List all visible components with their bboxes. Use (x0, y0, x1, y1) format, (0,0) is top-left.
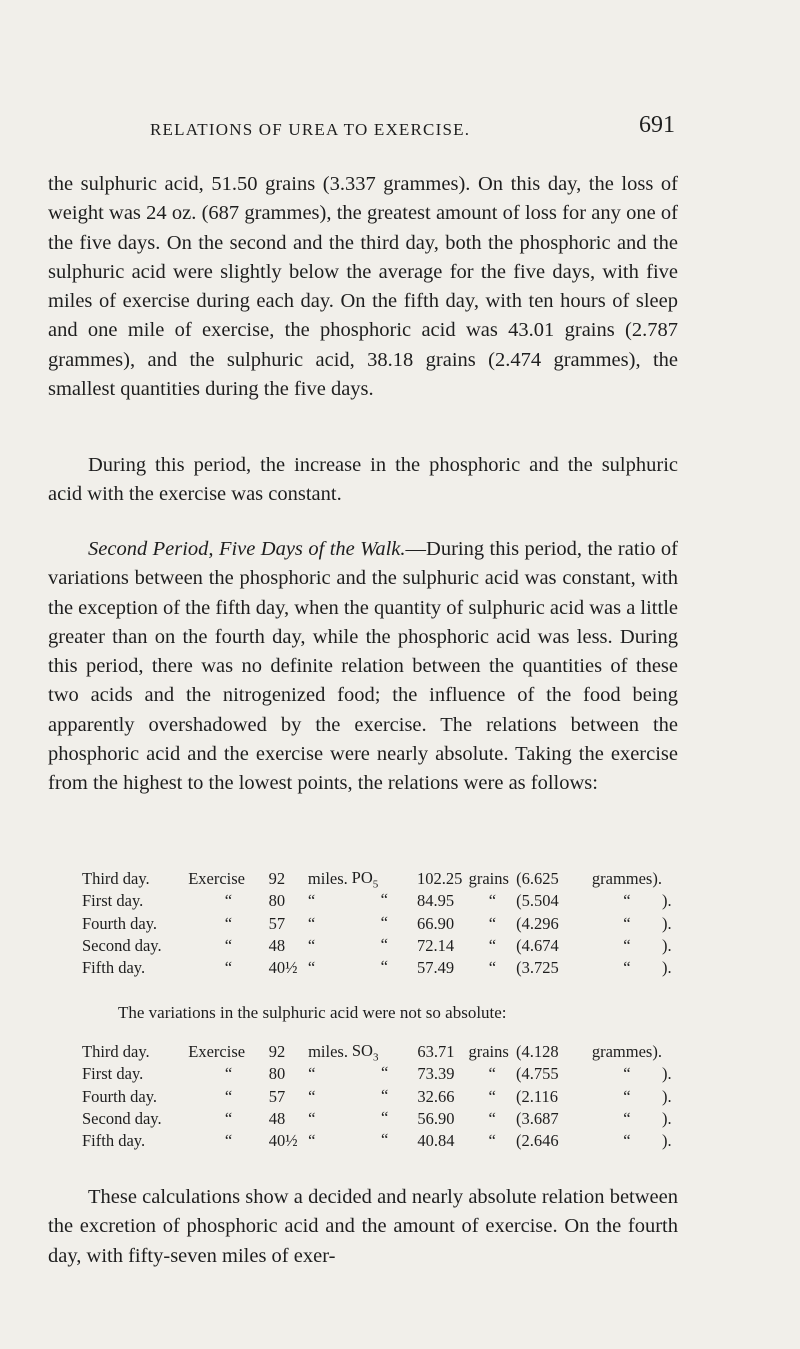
exercise-cell: “ (224, 1086, 233, 1106)
close-paren-cell: ). (661, 1131, 672, 1151)
paragraph-conclusion (48, 1183, 678, 1271)
exercise-cell: Exercise (188, 869, 246, 889)
close-paren-cell: ). (661, 958, 672, 978)
grammes-value-cell: (4.296 (516, 913, 559, 933)
molecule-cell: “ (380, 890, 388, 910)
molecule-cell: “ (380, 934, 388, 954)
table-row (82, 868, 672, 890)
grammes-value-cell: (3.725 (516, 958, 559, 978)
exercise-cell: “ (224, 1131, 233, 1151)
close-paren-cell: ). (661, 1064, 672, 1084)
paragraph-continuation (48, 170, 678, 404)
grammes-value-cell: (5.504 (516, 891, 559, 911)
grammes-unit-cell: “ (623, 913, 631, 933)
grains-unit-cell: grains (468, 869, 509, 889)
grains-unit-cell: “ (488, 1131, 496, 1151)
exercise-cell: “ (224, 891, 233, 911)
molecule-cell: $PO_5$ (351, 868, 379, 891)
miles-cell: 40½ (268, 1131, 298, 1151)
close-paren-cell: ). (661, 913, 672, 933)
miles-unit-cell: “ (308, 1131, 316, 1151)
molecule-cell: “ (380, 1063, 389, 1083)
day-cell: First day. (82, 891, 144, 911)
running-title: RELATIONS OF UREA TO EXERCISE. (150, 120, 471, 139)
grammes-unit-cell: grammes). (591, 1042, 662, 1062)
day-cell: Second day. (82, 1109, 162, 1129)
table-row (82, 1063, 672, 1085)
paragraph-increase (48, 451, 678, 510)
table-row (82, 1086, 672, 1108)
miles-unit-cell: “ (307, 913, 316, 933)
grammes-value-cell: (4.128 (515, 1042, 559, 1062)
grammes-value-cell: (3.687 (515, 1109, 559, 1129)
close-paren-cell (662, 868, 672, 890)
miles-cell: 40½ (268, 958, 298, 978)
exercise-cell: Exercise (188, 1042, 246, 1062)
grains-value-cell: 66.90 (417, 913, 455, 933)
grains-value-cell: 63.71 (417, 1042, 455, 1062)
grains-value-cell: 57.49 (417, 958, 455, 978)
miles-unit-cell: miles. (307, 869, 348, 889)
page-number: 691 (639, 112, 675, 138)
paragraph-text: the sulphuric acid, 51.50 grains (3.337 grammes). On this day, the loss of weight was 24 oz. (687 grammes), the greatest amount of loss for any one of the five days. On the second and the third day, both the phosphoric and the sulphuric acid were slightly below the average for the five days, with five miles of exercise during each day. On the fifth day, with ten hours of sleep and one mile of exercise, the phosphoric acid was 43.01 grains (2.787 grammes), and the sulphuric acid, 38.18 grains (2.474 grammes), the smallest quantities during the five days. (48, 173, 678, 401)
grains-value-cell: 56.90 (417, 1109, 455, 1129)
grains-value-cell: 84.95 (417, 891, 455, 911)
grammes-unit-cell: “ (623, 1064, 631, 1084)
grains-unit-cell: “ (488, 891, 497, 911)
grains-unit-cell: “ (488, 913, 497, 933)
grains-value-cell: 32.66 (417, 1086, 455, 1106)
miles-cell: 92 (268, 869, 286, 889)
day-cell: Second day. (82, 936, 162, 956)
grains-value-cell: 73.39 (417, 1064, 455, 1084)
miles-cell: 80 (268, 891, 286, 911)
miles-unit-cell: “ (307, 936, 316, 956)
close-paren-cell: ). (661, 1109, 672, 1129)
miles-cell: 48 (268, 1109, 286, 1129)
table-row (82, 1130, 672, 1152)
day-cell: Third day. (82, 869, 150, 889)
grains-unit-cell: “ (488, 1064, 496, 1084)
grains-unit-cell: “ (488, 958, 497, 978)
miles-unit-cell: “ (308, 1109, 316, 1129)
paragraph-text: These calculations show a decided and nearly absolute relation between the excretion of phosphoric acid and the amount of exercise. On the fourth day, with fifty-seven miles of exer- (48, 1186, 678, 1267)
exercise-cell: “ (224, 1109, 233, 1129)
table-row (82, 957, 672, 979)
grammes-value-cell: (6.625 (516, 869, 559, 889)
exercise-cell: “ (224, 913, 233, 933)
day-cell: Third day. (82, 1042, 150, 1062)
molecule-cell: “ (380, 1085, 389, 1105)
grammes-value-cell: (4.755 (515, 1064, 559, 1084)
day-cell: Fifth day. (82, 958, 146, 978)
grains-value-cell: 102.25 (417, 869, 463, 889)
grammes-unit-cell: “ (623, 1109, 631, 1129)
day-cell: Fourth day. (82, 913, 158, 933)
miles-cell: 48 (268, 936, 286, 956)
molecule-cell: “ (380, 1130, 389, 1150)
close-paren-cell: ). (661, 891, 672, 911)
grammes-unit-cell: “ (623, 936, 631, 956)
grammes-unit-cell: “ (623, 891, 631, 911)
table-row (82, 1041, 672, 1063)
table-row (82, 1108, 672, 1130)
paragraph-text: —During this period, the ratio of variations between the phosphoric and the sulphuric acid was constant, with the exception of the fifth day, when the quantity of sulphuric acid was a little greater than on the fourth day, while the phosphoric acid was less. During this period, there was no definite relation between the quantities of these two acids and the nitrogenized food; the influence of the food being apparently overshadowed by the exercise. The relations between the phosphoric acid and the exercise were nearly absolute. Taking the exercise from the highest to the lowest points, the relations were as follows: (48, 538, 678, 795)
miles-unit-cell: “ (308, 1064, 316, 1084)
miles-cell: 80 (268, 1064, 286, 1084)
phosphoric-acid-table (82, 868, 672, 979)
day-cell: Fourth day. (82, 1086, 158, 1106)
grains-value-cell: 72.14 (417, 936, 455, 956)
grammes-unit-cell: “ (623, 958, 631, 978)
miles-unit-cell: miles. (308, 1042, 348, 1062)
miles-cell: 57 (268, 1086, 286, 1106)
close-paren-cell (662, 1041, 672, 1063)
exercise-cell: “ (224, 958, 233, 978)
grammes-value-cell: (2.646 (515, 1131, 559, 1151)
close-paren-cell: ). (661, 936, 672, 956)
day-cell: Fifth day. (82, 1131, 146, 1151)
grains-unit-cell: grains (468, 1042, 509, 1062)
sulphuric-acid-table (82, 1041, 672, 1152)
grains-unit-cell: “ (488, 1086, 496, 1106)
table-row (82, 935, 672, 957)
grammes-value-cell: (2.116 (515, 1086, 558, 1106)
day-cell: First day. (82, 1064, 144, 1084)
table-intro-note: The variations in the sulphuric acid were not so absolute: (118, 1003, 507, 1022)
grammes-unit-cell: grammes). (591, 869, 662, 889)
table-row (82, 890, 672, 912)
grains-value-cell: 40.84 (417, 1131, 455, 1151)
grammes-unit-cell: “ (623, 1131, 631, 1151)
running-header (150, 112, 675, 144)
molecule-cell: “ (380, 912, 388, 932)
miles-unit-cell: “ (307, 891, 316, 911)
grains-unit-cell: “ (488, 1109, 496, 1129)
exercise-cell: “ (224, 936, 233, 956)
table-row (82, 913, 672, 935)
grammes-unit-cell: “ (623, 1086, 631, 1106)
molecule-cell: “ (380, 1107, 389, 1127)
miles-cell: 57 (268, 913, 286, 933)
section-heading: Second Period, Five Days of the Walk. (88, 538, 406, 560)
close-paren-cell: ). (661, 1086, 672, 1106)
paragraph-text: During this period, the increase in the phosphoric and the sulphuric acid with the exercise was constant. (48, 454, 678, 506)
miles-unit-cell: “ (307, 958, 316, 978)
miles-unit-cell: “ (308, 1086, 316, 1106)
exercise-cell: “ (224, 1064, 233, 1084)
miles-cell: 92 (268, 1042, 286, 1062)
molecule-cell: $SO_3$ (351, 1041, 379, 1064)
grains-unit-cell: “ (488, 936, 497, 956)
grammes-value-cell: (4.674 (516, 936, 559, 956)
paragraph-second-period (48, 535, 678, 799)
molecule-cell: “ (380, 957, 388, 977)
